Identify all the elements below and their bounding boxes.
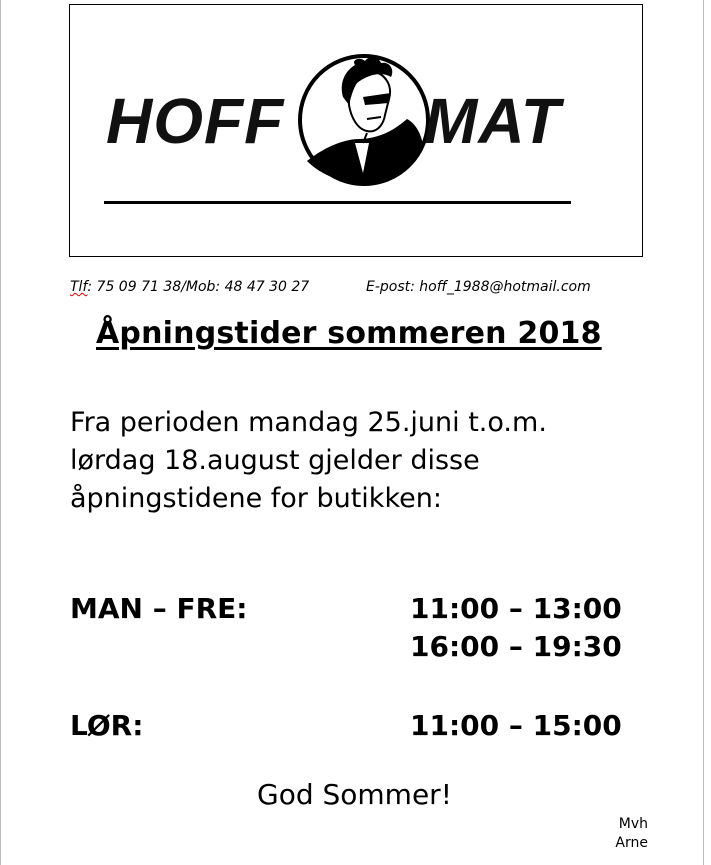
- saturday-hours: 11:00 – 15:00: [410, 709, 622, 742]
- page-title: Åpningstider sommeren 2018: [96, 316, 602, 351]
- signoff: [608, 815, 648, 853]
- signoff-line: Mvh: [618, 816, 648, 832]
- intro-line: lørdag 18.august gjelder disse: [70, 445, 480, 476]
- contact-email: E-post: hoff_1988@hotmail.com: [366, 279, 591, 295]
- intro-paragraph: [70, 404, 670, 518]
- logo-rule: [104, 201, 571, 204]
- signoff-name: Arne: [615, 835, 648, 851]
- page-edge: [0, 0, 1, 865]
- intro-line: åpningstidene for butikken:: [70, 483, 442, 514]
- page-edge: [703, 0, 704, 865]
- weekday-label: MAN – FRE:: [70, 592, 248, 625]
- logo-box: [69, 4, 643, 257]
- tlf-label: Tlf: [70, 279, 88, 295]
- saturday-label: LØR:: [70, 709, 144, 742]
- contact-phone: [70, 278, 309, 296]
- weekday-hours-evening: 16:00 – 19:30: [410, 630, 622, 663]
- greeting: God Sommer!: [257, 778, 452, 811]
- logo-text-hoff: HOFF: [106, 85, 285, 157]
- logo-text-mat: MAT: [424, 85, 561, 157]
- portrait-silhouette-icon: [297, 53, 431, 187]
- intro-line: Fra perioden mandag 25.juni t.o.m.: [70, 407, 547, 438]
- phone-numbers: : 75 09 71 38/Mob: 48 47 30 27: [87, 279, 310, 295]
- weekday-hours-morning: 11:00 – 13:00: [410, 592, 622, 625]
